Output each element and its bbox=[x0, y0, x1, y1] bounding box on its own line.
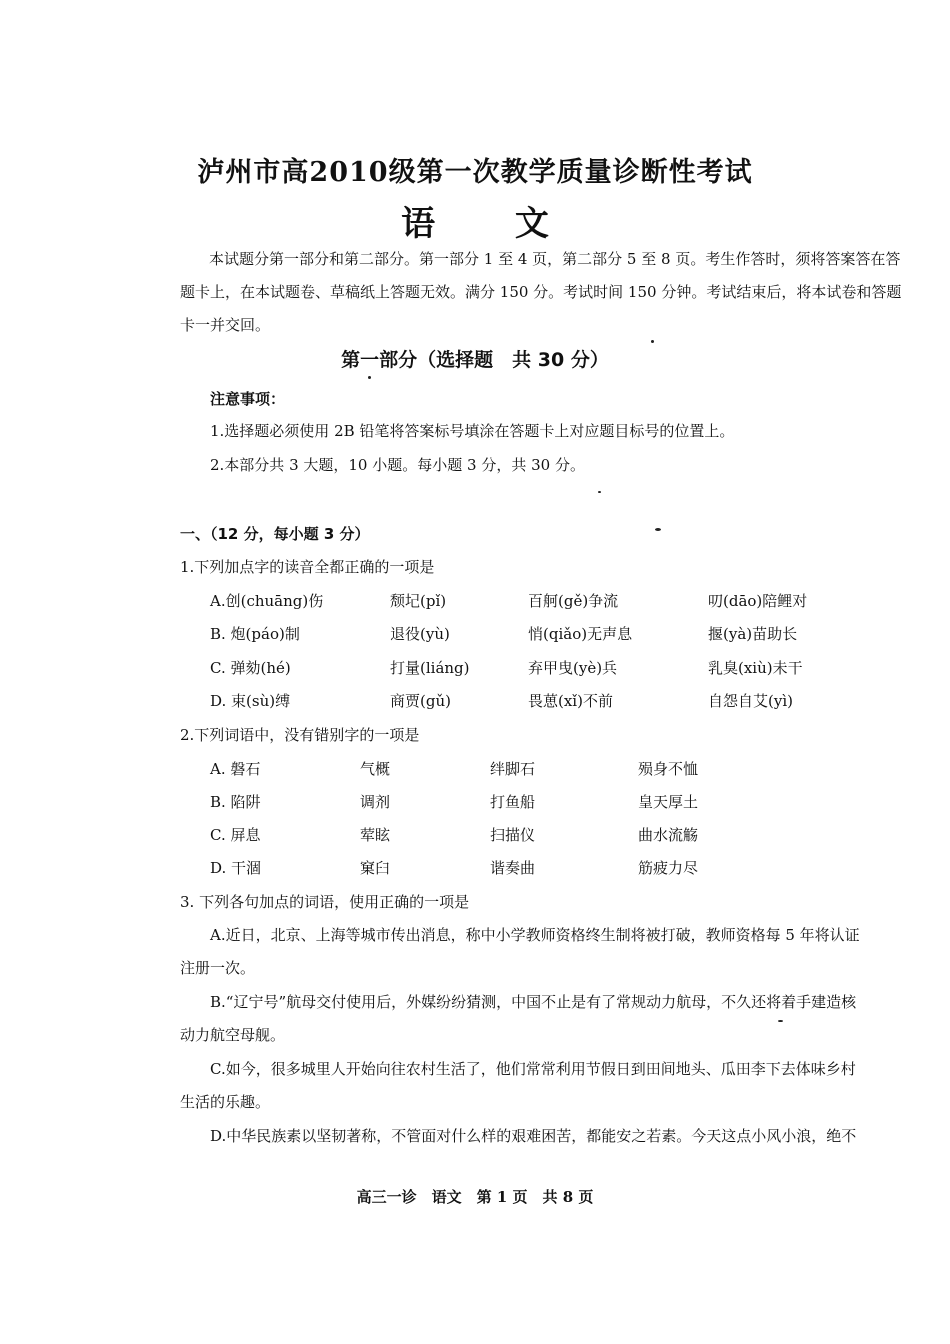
option-cell: 皇天厚土 bbox=[638, 793, 699, 811]
scan-speck bbox=[651, 340, 654, 343]
scan-speck bbox=[778, 1020, 783, 1022]
page-footer: 高三一诊 语文 第 1 页 共 8 页 bbox=[356, 1188, 594, 1206]
option-cell: D. 干涸 bbox=[210, 859, 262, 877]
option-cell: 百舸(gě)争流 bbox=[528, 592, 619, 610]
option-cell: 商贾(gǔ) bbox=[390, 692, 451, 710]
intro-line: 本试题分第一部分和第二部分。第一部分 1 至 4 页，第二部分 5 至 8 页。考生作答时，须将答案答在答 bbox=[209, 250, 901, 268]
subject-title: 语 文 bbox=[401, 204, 583, 244]
option-cell: C. 屏息 bbox=[210, 826, 261, 844]
q3-line: 动力航空母舰。 bbox=[180, 1026, 286, 1044]
option-cell: 揠(yà)苗助长 bbox=[708, 625, 798, 643]
option-cell: 弃甲曳(yè)兵 bbox=[528, 659, 618, 677]
notes-item: 2.本部分共 3 大题，10 小题。每小题 3 分，共 30 分。 bbox=[210, 456, 585, 474]
option-cell: 气概 bbox=[360, 760, 391, 778]
option-cell: 自怨自艾(yì) bbox=[708, 692, 793, 710]
intro-line: 卡一并交回。 bbox=[180, 316, 271, 334]
q3-line: D.中华民族素以坚韧著称，不管面对什么样的艰难困苦，都能安之若素。今天这点小风小浪，绝不 bbox=[210, 1127, 857, 1145]
question-stem: 3. 下列各句加点的词语，使用正确的一项是 bbox=[180, 893, 470, 911]
q3-line: B.“辽宁号”航母交付使用后，外媒纷纷猜测，中国不止是有了常规动力航母，不久还将着手建造核 bbox=[210, 993, 857, 1011]
option-cell: 筋疲力尽 bbox=[638, 859, 699, 877]
option-cell: A. 磐石 bbox=[210, 760, 261, 778]
question-stem: 2.下列词语中，没有错别字的一项是 bbox=[180, 726, 420, 744]
option-cell: 扫描仪 bbox=[490, 826, 536, 844]
exam-title: 泸州市高2010级第一次教学质量诊断性考试 bbox=[197, 157, 753, 188]
option-cell: D. 束(sù)缚 bbox=[210, 692, 291, 710]
option-cell: 调剂 bbox=[360, 793, 391, 811]
scan-speck bbox=[598, 491, 601, 493]
part-heading: 第一部分（选择题 共 30 分） bbox=[341, 349, 609, 371]
option-cell: A.创(chuāng)伤 bbox=[210, 592, 324, 610]
question-stem: 1.下列加点字的读音全都正确的一项是 bbox=[180, 558, 435, 576]
option-cell: 打鱼船 bbox=[490, 793, 536, 811]
section-heading: 一、（12 分，每小题 3 分） bbox=[180, 525, 370, 543]
option-cell: B. 炮(páo)制 bbox=[210, 625, 300, 643]
scan-speck bbox=[655, 528, 661, 531]
q3-line: 生活的乐趣。 bbox=[180, 1093, 271, 1111]
option-cell: 颓圮(pǐ) bbox=[390, 592, 447, 610]
q3-line: A.近日，北京、上海等城市传出消息，称中小学教师资格终生制将被打破，教师资格每 5 年将认证 bbox=[210, 926, 860, 944]
option-cell: 打量(liáng) bbox=[390, 659, 470, 677]
option-cell: 荤眩 bbox=[360, 826, 391, 844]
option-cell: 退役(yù) bbox=[390, 625, 450, 643]
intro-line: 题卡上，在本试题卷、草稿纸上答题无效。满分 150 分。考试时间 150 分钟。考试结束后，将本试卷和答题 bbox=[180, 283, 902, 301]
option-cell: 叨(dāo)陪鲤对 bbox=[708, 592, 808, 610]
notes-item: 1.选择题必须使用 2B 铅笔将答案标号填涂在答题卡上对应题目标号的位置上。 bbox=[210, 422, 735, 440]
notes-heading: 注意事项： bbox=[210, 390, 286, 408]
option-cell: 悄(qiǎo)无声息 bbox=[528, 625, 633, 643]
option-cell: 乳臭(xiù)未干 bbox=[708, 659, 803, 677]
option-cell: 绊脚石 bbox=[490, 760, 536, 778]
q3-line: 注册一次。 bbox=[180, 959, 256, 977]
option-cell: 曲水流觞 bbox=[638, 826, 699, 844]
option-cell: 窠臼 bbox=[360, 859, 391, 877]
option-cell: 殒身不恤 bbox=[638, 760, 699, 778]
option-cell: 畏葸(xǐ)不前 bbox=[528, 692, 613, 710]
option-cell: 谐奏曲 bbox=[490, 859, 536, 877]
scan-speck bbox=[368, 376, 371, 379]
option-cell: C. 弹劾(hé) bbox=[210, 659, 291, 677]
q3-line: C.如今，很多城里人开始向往农村生活了，他们常常利用节假日到田间地头、瓜田李下去体味乡村 bbox=[210, 1060, 856, 1078]
option-cell: B. 陷阱 bbox=[210, 793, 261, 811]
